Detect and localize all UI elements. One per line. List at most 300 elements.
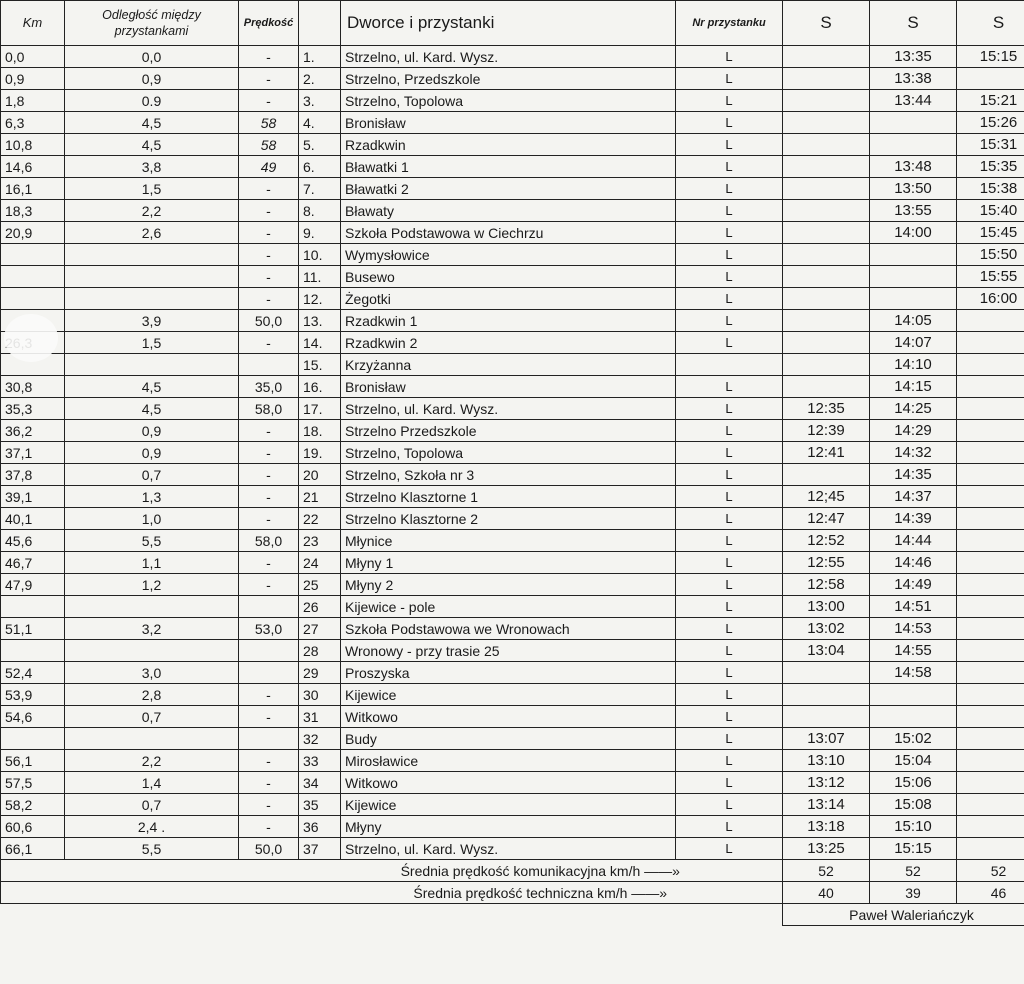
header-speed: Prędkość: [239, 1, 299, 46]
footer-commercial-speed-3: 52: [957, 860, 1024, 882]
cell-time-course-2: [870, 706, 957, 728]
cell-number: 30: [299, 684, 341, 706]
cell-distance: 2,2: [65, 750, 239, 772]
footer-technical-speed-row: [1, 882, 1024, 904]
cell-number: 9.: [299, 222, 341, 244]
cell-number: 13.: [299, 310, 341, 332]
cell-time-course-2: [870, 266, 957, 288]
cell-distance: [65, 354, 239, 376]
cell-time-course-2: 13:55: [870, 200, 957, 222]
cell-stop-mark: L: [676, 794, 783, 816]
cell-stop-mark: L: [676, 728, 783, 750]
cell-time-course-1: 13:14: [783, 794, 870, 816]
table-row: [1, 706, 1024, 728]
cell-distance: 0,7: [65, 794, 239, 816]
header-km: Km: [1, 1, 65, 46]
cell-number: 24: [299, 552, 341, 574]
cell-km: [1, 728, 65, 750]
table-row: [1, 662, 1024, 684]
cell-distance: 4,5: [65, 134, 239, 156]
cell-km: 20,9: [1, 222, 65, 244]
cell-stop-mark: L: [676, 684, 783, 706]
cell-time-course-3: [957, 332, 1024, 354]
table-row: [1, 838, 1024, 860]
cell-time-course-1: [783, 354, 870, 376]
cell-speed: -: [239, 332, 299, 354]
header-row: [1, 1, 1024, 46]
cell-time-course-2: 14:00: [870, 222, 957, 244]
cell-station: Busewo: [341, 266, 676, 288]
cell-time-course-2: 15:08: [870, 794, 957, 816]
cell-km: [1, 288, 65, 310]
cell-stop-mark: L: [676, 420, 783, 442]
cell-time-course-2: 13:35: [870, 46, 957, 68]
cell-distance: 5,5: [65, 838, 239, 860]
cell-time-course-3: [957, 684, 1024, 706]
cell-km: 58,2: [1, 794, 65, 816]
cell-number: 8.: [299, 200, 341, 222]
cell-station: Młyny 2: [341, 574, 676, 596]
cell-time-course-1: 13:07: [783, 728, 870, 750]
cell-stop-mark: L: [676, 662, 783, 684]
cell-time-course-3: [957, 398, 1024, 420]
cell-distance: 0,7: [65, 706, 239, 728]
cell-speed: -: [239, 684, 299, 706]
cell-km: 37,1: [1, 442, 65, 464]
cell-time-course-1: 13:25: [783, 838, 870, 860]
cell-station: Strzelno, ul. Kard. Wysz.: [341, 398, 676, 420]
cell-distance: 3,2: [65, 618, 239, 640]
footer-commercial-speed-1: 52: [783, 860, 870, 882]
cell-speed: -: [239, 486, 299, 508]
cell-distance: 1,1: [65, 552, 239, 574]
cell-km: 37,8: [1, 464, 65, 486]
cell-distance: 1,0: [65, 508, 239, 530]
cell-number: 26: [299, 596, 341, 618]
cell-stop-mark: L: [676, 552, 783, 574]
table-row: [1, 398, 1024, 420]
cell-km: 52,4: [1, 662, 65, 684]
cell-stop-mark: L: [676, 750, 783, 772]
cell-distance: 1,3: [65, 486, 239, 508]
footer-author-row: [1, 904, 1024, 926]
cell-km: 0,9: [1, 68, 65, 90]
cell-km: 10,8: [1, 134, 65, 156]
table-row: [1, 46, 1024, 68]
cell-time-course-2: 14:53: [870, 618, 957, 640]
cell-time-course-3: [957, 662, 1024, 684]
header-number: [299, 1, 341, 46]
table-row: [1, 464, 1024, 486]
cell-speed: -: [239, 442, 299, 464]
cell-distance: 3,9: [65, 310, 239, 332]
cell-speed: -: [239, 508, 299, 530]
table-row: [1, 244, 1024, 266]
table-row: [1, 684, 1024, 706]
table-row: [1, 508, 1024, 530]
cell-time-course-2: 13:48: [870, 156, 957, 178]
cell-km: 60,6: [1, 816, 65, 838]
cell-speed: [239, 354, 299, 376]
cell-speed: -: [239, 772, 299, 794]
cell-stop-mark: L: [676, 574, 783, 596]
cell-station: Wronowy - przy trasie 25: [341, 640, 676, 662]
cell-time-course-3: [957, 618, 1024, 640]
cell-stop-mark: L: [676, 68, 783, 90]
table-row: [1, 618, 1024, 640]
cell-distance: 4,5: [65, 112, 239, 134]
table-row: [1, 332, 1024, 354]
cell-station: Bławatki 2: [341, 178, 676, 200]
cell-distance: 0,9: [65, 442, 239, 464]
cell-stop-mark: L: [676, 618, 783, 640]
cell-time-course-3: [957, 552, 1024, 574]
cell-number: 1.: [299, 46, 341, 68]
cell-station: Mirosławice: [341, 750, 676, 772]
cell-number: 33: [299, 750, 341, 772]
footer-technical-speed-3: 46: [957, 882, 1024, 904]
header-stop-number: Nr przystanku: [676, 1, 783, 46]
cell-distance: 3,0: [65, 662, 239, 684]
cell-distance: 1,4: [65, 772, 239, 794]
cell-time-course-3: [957, 574, 1024, 596]
cell-time-course-3: 15:31: [957, 134, 1024, 156]
cell-time-course-1: 12:52: [783, 530, 870, 552]
cell-time-course-1: [783, 266, 870, 288]
cell-stop-mark: L: [676, 398, 783, 420]
cell-time-course-2: 13:38: [870, 68, 957, 90]
cell-time-course-2: 14:39: [870, 508, 957, 530]
cell-number: 3.: [299, 90, 341, 112]
cell-time-course-2: 15:04: [870, 750, 957, 772]
cell-time-course-2: 14:46: [870, 552, 957, 574]
cell-stop-mark: L: [676, 46, 783, 68]
cell-km: 66,1: [1, 838, 65, 860]
cell-time-course-3: [957, 794, 1024, 816]
table-row: [1, 178, 1024, 200]
cell-time-course-1: 12:47: [783, 508, 870, 530]
cell-speed: 58: [239, 134, 299, 156]
cell-km: 1,8: [1, 90, 65, 112]
table-row: [1, 552, 1024, 574]
cell-km: [1, 596, 65, 618]
cell-time-course-3: 15:55: [957, 266, 1024, 288]
cell-station: Bławatki 1: [341, 156, 676, 178]
cell-number: 11.: [299, 266, 341, 288]
header-distance: Odległość między przystankami: [65, 1, 239, 46]
cell-time-course-2: 15:06: [870, 772, 957, 794]
cell-time-course-3: [957, 68, 1024, 90]
cell-speed: 58,0: [239, 398, 299, 420]
cell-km: 46,7: [1, 552, 65, 574]
cell-time-course-3: [957, 772, 1024, 794]
table-row: [1, 222, 1024, 244]
table-row: [1, 134, 1024, 156]
header-course-1: S: [783, 1, 870, 46]
cell-distance: 4,5: [65, 398, 239, 420]
cell-km: [1, 266, 65, 288]
cell-time-course-2: [870, 684, 957, 706]
cell-number: 4.: [299, 112, 341, 134]
cell-station: Bronisław: [341, 112, 676, 134]
cell-speed: -: [239, 552, 299, 574]
cell-station: Strzelno, Przedszkole: [341, 68, 676, 90]
cell-time-course-2: 15:10: [870, 816, 957, 838]
author-name: Paweł Waleriańczyk: [783, 904, 1024, 926]
cell-time-course-2: 14:51: [870, 596, 957, 618]
cell-km: 54,6: [1, 706, 65, 728]
cell-speed: -: [239, 794, 299, 816]
cell-distance: 0.9: [65, 90, 239, 112]
cell-number: 14.: [299, 332, 341, 354]
cell-time-course-1: [783, 46, 870, 68]
cell-stop-mark: L: [676, 640, 783, 662]
cell-km: 6,3: [1, 112, 65, 134]
cell-km: 51,1: [1, 618, 65, 640]
cell-time-course-1: 12:35: [783, 398, 870, 420]
cell-stop-mark: L: [676, 178, 783, 200]
cell-time-course-3: [957, 706, 1024, 728]
table-row: [1, 68, 1024, 90]
cell-station: Strzelno Przedszkole: [341, 420, 676, 442]
cell-time-course-1: 12;45: [783, 486, 870, 508]
cell-time-course-1: [783, 200, 870, 222]
cell-stop-mark: L: [676, 200, 783, 222]
cell-number: 19.: [299, 442, 341, 464]
cell-speed: 50,0: [239, 310, 299, 332]
cell-number: 10.: [299, 244, 341, 266]
cell-km: [1, 640, 65, 662]
cell-stop-mark: L: [676, 530, 783, 552]
table-row: [1, 288, 1024, 310]
cell-time-course-3: 15:50: [957, 244, 1024, 266]
cell-stop-mark: L: [676, 112, 783, 134]
cell-time-course-2: 14:15: [870, 376, 957, 398]
cell-time-course-2: 14:25: [870, 398, 957, 420]
cell-station: Strzelno, Topolowa: [341, 90, 676, 112]
cell-distance: 1,5: [65, 178, 239, 200]
cell-distance: 0,0: [65, 46, 239, 68]
table-row: [1, 376, 1024, 398]
cell-time-course-3: 15:15: [957, 46, 1024, 68]
table-row: [1, 794, 1024, 816]
cell-time-course-3: [957, 310, 1024, 332]
cell-number: 32: [299, 728, 341, 750]
cell-number: 6.: [299, 156, 341, 178]
cell-stop-mark: [676, 354, 783, 376]
cell-station: Strzelno, ul. Kard. Wysz.: [341, 838, 676, 860]
cell-speed: 50,0: [239, 838, 299, 860]
cell-stop-mark: L: [676, 90, 783, 112]
cell-km: 47,9: [1, 574, 65, 596]
cell-distance: 3,8: [65, 156, 239, 178]
cell-distance: 0,9: [65, 420, 239, 442]
cell-number: 27: [299, 618, 341, 640]
table-row: [1, 530, 1024, 552]
cell-distance: 1,2: [65, 574, 239, 596]
cell-km: 35,3: [1, 398, 65, 420]
table-row: [1, 640, 1024, 662]
cell-time-course-1: [783, 464, 870, 486]
cell-speed: 58: [239, 112, 299, 134]
cell-time-course-1: [783, 112, 870, 134]
cell-station: Strzelno Klasztorne 1: [341, 486, 676, 508]
cell-speed: -: [239, 574, 299, 596]
cell-number: 35: [299, 794, 341, 816]
cell-station: Szkoła Podstawowa we Wronowach: [341, 618, 676, 640]
cell-station: Strzelno, Szkoła nr 3: [341, 464, 676, 486]
cell-time-course-2: 14:58: [870, 662, 957, 684]
cell-time-course-1: [783, 90, 870, 112]
cell-distance: 2,4 .: [65, 816, 239, 838]
cell-time-course-2: [870, 134, 957, 156]
footer-blank: [1, 882, 299, 904]
cell-speed: -: [239, 816, 299, 838]
table-row: [1, 574, 1024, 596]
cell-station: Wymysłowice: [341, 244, 676, 266]
cell-speed: -: [239, 46, 299, 68]
cell-speed: [239, 662, 299, 684]
table-row: [1, 596, 1024, 618]
cell-speed: -: [239, 420, 299, 442]
cell-time-course-3: 15:45: [957, 222, 1024, 244]
cell-station: Bławaty: [341, 200, 676, 222]
cell-station: Strzelno, ul. Kard. Wysz.: [341, 46, 676, 68]
cell-time-course-3: [957, 376, 1024, 398]
cell-time-course-3: 15:38: [957, 178, 1024, 200]
cell-time-course-3: [957, 816, 1024, 838]
cell-station: Krzyżanna: [341, 354, 676, 376]
cell-speed: -: [239, 750, 299, 772]
table-row: [1, 90, 1024, 112]
cell-time-course-3: 16:00: [957, 288, 1024, 310]
cell-station: Strzelno, Topolowa: [341, 442, 676, 464]
cell-stop-mark: L: [676, 772, 783, 794]
cell-time-course-1: 12:39: [783, 420, 870, 442]
cell-time-course-1: 13:12: [783, 772, 870, 794]
cell-km: 39,1: [1, 486, 65, 508]
cell-speed: -: [239, 90, 299, 112]
cell-time-course-3: [957, 838, 1024, 860]
cell-speed: [239, 728, 299, 750]
cell-speed: [239, 640, 299, 662]
cell-time-course-1: [783, 684, 870, 706]
cell-time-course-3: [957, 530, 1024, 552]
cell-station: Kijewice: [341, 794, 676, 816]
table-row: [1, 310, 1024, 332]
cell-speed: [239, 596, 299, 618]
table-row: [1, 354, 1024, 376]
cell-stop-mark: L: [676, 266, 783, 288]
cell-number: 20: [299, 464, 341, 486]
cell-time-course-3: [957, 354, 1024, 376]
cell-time-course-3: [957, 750, 1024, 772]
cell-distance: 0,9: [65, 68, 239, 90]
cell-km: 16,1: [1, 178, 65, 200]
cell-station: Rzadkwin 1: [341, 310, 676, 332]
cell-station: Młyny: [341, 816, 676, 838]
cell-stop-mark: L: [676, 288, 783, 310]
cell-distance: 4,5: [65, 376, 239, 398]
cell-speed: -: [239, 464, 299, 486]
cell-station: Szkoła Podstawowa w Ciechrzu: [341, 222, 676, 244]
table-row: [1, 156, 1024, 178]
cell-number: 12.: [299, 288, 341, 310]
cell-time-course-1: 12:55: [783, 552, 870, 574]
cell-distance: [65, 244, 239, 266]
cell-number: 21: [299, 486, 341, 508]
cell-station: Bronisław: [341, 376, 676, 398]
cell-distance: 2,6: [65, 222, 239, 244]
footer-commercial-speed-row: [1, 860, 1024, 882]
cell-speed: 53,0: [239, 618, 299, 640]
cell-speed: -: [239, 244, 299, 266]
cell-time-course-3: [957, 464, 1024, 486]
cell-time-course-3: 15:21: [957, 90, 1024, 112]
cell-distance: 2,8: [65, 684, 239, 706]
cell-stop-mark: L: [676, 596, 783, 618]
cell-number: 36: [299, 816, 341, 838]
cell-time-course-3: [957, 728, 1024, 750]
footer-technical-speed-1: 40: [783, 882, 870, 904]
cell-time-course-1: [783, 706, 870, 728]
table-row: [1, 750, 1024, 772]
cell-time-course-1: [783, 244, 870, 266]
cell-time-course-3: [957, 486, 1024, 508]
cell-station: Budy: [341, 728, 676, 750]
cell-km: 56,1: [1, 750, 65, 772]
cell-km: 40,1: [1, 508, 65, 530]
cell-distance: 5,5: [65, 530, 239, 552]
cell-number: 37: [299, 838, 341, 860]
cell-speed: -: [239, 68, 299, 90]
cell-time-course-1: [783, 288, 870, 310]
footer-blank: [1, 904, 783, 926]
header-course-3: S: [957, 1, 1024, 46]
cell-number: 15.: [299, 354, 341, 376]
cell-stop-mark: L: [676, 134, 783, 156]
table-row: [1, 728, 1024, 750]
header-stations: Dworce i przystanki: [341, 1, 676, 46]
cell-speed: 35,0: [239, 376, 299, 398]
cell-number: 25: [299, 574, 341, 596]
cell-station: Kijewice: [341, 684, 676, 706]
cell-time-course-2: 14:49: [870, 574, 957, 596]
cell-station: Proszyska: [341, 662, 676, 684]
cell-stop-mark: L: [676, 816, 783, 838]
cell-time-course-2: 14:05: [870, 310, 957, 332]
cell-time-course-2: 15:02: [870, 728, 957, 750]
cell-time-course-2: 14:10: [870, 354, 957, 376]
table-row: [1, 420, 1024, 442]
cell-km: 14,6: [1, 156, 65, 178]
cell-number: 18.: [299, 420, 341, 442]
cell-stop-mark: L: [676, 332, 783, 354]
cell-time-course-3: [957, 640, 1024, 662]
cell-stop-mark: L: [676, 442, 783, 464]
cell-speed: -: [239, 288, 299, 310]
cell-time-course-2: [870, 244, 957, 266]
table-row: [1, 442, 1024, 464]
cell-time-course-1: 13:18: [783, 816, 870, 838]
cell-stop-mark: L: [676, 486, 783, 508]
cell-time-course-2: 15:15: [870, 838, 957, 860]
cell-number: 22: [299, 508, 341, 530]
cell-time-course-1: 13:10: [783, 750, 870, 772]
cell-distance: 0,7: [65, 464, 239, 486]
table-row: [1, 266, 1024, 288]
cell-time-course-2: 14:37: [870, 486, 957, 508]
